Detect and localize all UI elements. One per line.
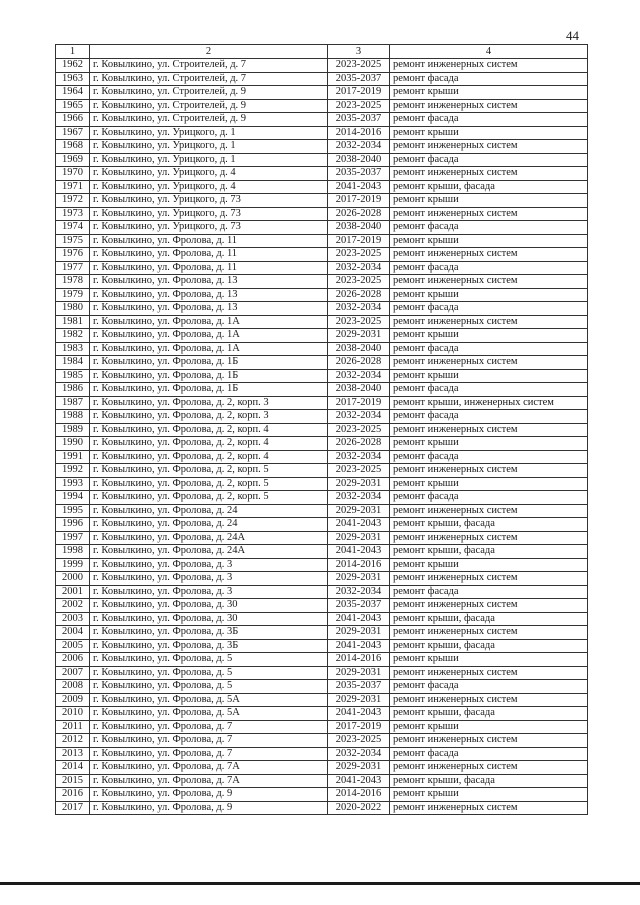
row-number-cell: 1976 <box>56 248 90 262</box>
address-cell: г. Ковылкино, ул. Фролова, д. 7 <box>90 734 328 748</box>
address-cell: г. Ковылкино, ул. Фролова, д. 9 <box>90 788 328 802</box>
work-type-cell: ремонт фасада <box>390 585 588 599</box>
table-row <box>56 734 588 748</box>
work-type-cell: ремонт инженерных систем <box>390 356 588 370</box>
table-row <box>56 572 588 586</box>
row-number-cell: 1985 <box>56 369 90 383</box>
row-number-cell: 1966 <box>56 113 90 127</box>
row-number-cell: 2005 <box>56 639 90 653</box>
work-type-cell: ремонт инженерных систем <box>390 599 588 613</box>
address-cell: г. Ковылкино, ул. Фролова, д. 2, корп. 4 <box>90 450 328 464</box>
work-type-cell: ремонт крыши, инженерных систем <box>390 396 588 410</box>
work-type-cell: ремонт инженерных систем <box>390 315 588 329</box>
row-number-cell: 1962 <box>56 59 90 73</box>
row-number-cell: 1963 <box>56 72 90 86</box>
address-cell: г. Ковылкино, ул. Фролова, д. 3 <box>90 572 328 586</box>
row-number-cell: 1991 <box>56 450 90 464</box>
table-row <box>56 626 588 640</box>
table-row <box>56 342 588 356</box>
period-cell: 2023-2025 <box>328 99 390 113</box>
table-row <box>56 545 588 559</box>
address-cell: г. Ковылкино, ул. Фролова, д. 5 <box>90 666 328 680</box>
work-type-cell: ремонт фасада <box>390 302 588 316</box>
period-cell: 2023-2025 <box>328 734 390 748</box>
work-type-cell: ремонт крыши <box>390 126 588 140</box>
row-number-cell: 1988 <box>56 410 90 424</box>
table-row <box>56 653 588 667</box>
period-cell: 2035-2037 <box>328 167 390 181</box>
table-row <box>56 518 588 532</box>
work-type-cell: ремонт фасада <box>390 342 588 356</box>
row-number-cell: 1967 <box>56 126 90 140</box>
address-cell: г. Ковылкино, ул. Урицкого, д. 1 <box>90 153 328 167</box>
table-row <box>56 774 588 788</box>
work-type-cell: ремонт фасада <box>390 680 588 694</box>
period-cell: 2014-2016 <box>328 126 390 140</box>
address-cell: г. Ковылкино, ул. Фролова, д. 1Б <box>90 383 328 397</box>
address-cell: г. Ковылкино, ул. Фролова, д. 1А <box>90 329 328 343</box>
work-type-cell: ремонт крыши <box>390 329 588 343</box>
address-cell: г. Ковылкино, ул. Фролова, д. 24А <box>90 531 328 545</box>
period-cell: 2035-2037 <box>328 680 390 694</box>
address-cell: г. Ковылкино, ул. Фролова, д. 3Б <box>90 639 328 653</box>
table-row <box>56 761 588 775</box>
table-row <box>56 491 588 505</box>
table-row <box>56 153 588 167</box>
work-type-cell: ремонт инженерных систем <box>390 666 588 680</box>
period-cell: 2041-2043 <box>328 180 390 194</box>
table-row <box>56 707 588 721</box>
row-number-cell: 1992 <box>56 464 90 478</box>
row-number-cell: 2007 <box>56 666 90 680</box>
row-number-cell: 1982 <box>56 329 90 343</box>
row-number-cell: 1975 <box>56 234 90 248</box>
address-cell: г. Ковылкино, ул. Строителей, д. 7 <box>90 59 328 73</box>
address-cell: г. Ковылкино, ул. Урицкого, д. 4 <box>90 167 328 181</box>
work-type-cell: ремонт крыши, фасада <box>390 774 588 788</box>
period-cell: 2032-2034 <box>328 410 390 424</box>
period-cell: 2029-2031 <box>328 572 390 586</box>
row-number-cell: 1981 <box>56 315 90 329</box>
period-cell: 2023-2025 <box>328 59 390 73</box>
period-cell: 2041-2043 <box>328 612 390 626</box>
period-cell: 2029-2031 <box>328 693 390 707</box>
table-row <box>56 369 588 383</box>
table-row <box>56 464 588 478</box>
table-row <box>56 410 588 424</box>
address-cell: г. Ковылкино, ул. Фролова, д. 24 <box>90 504 328 518</box>
period-cell: 2038-2040 <box>328 342 390 356</box>
address-cell: г. Ковылкино, ул. Фролова, д. 2, корп. 5 <box>90 491 328 505</box>
page-number: 44 <box>566 28 579 43</box>
address-cell: г. Ковылкино, ул. Фролова, д. 11 <box>90 248 328 262</box>
period-cell: 2041-2043 <box>328 774 390 788</box>
row-number-cell: 2010 <box>56 707 90 721</box>
scan-edge-line <box>0 882 640 885</box>
row-number-cell: 1998 <box>56 545 90 559</box>
address-cell: г. Ковылкино, ул. Фролова, д. 11 <box>90 261 328 275</box>
address-cell: г. Ковылкино, ул. Фролова, д. 1А <box>90 315 328 329</box>
period-cell: 2026-2028 <box>328 356 390 370</box>
table-row <box>56 693 588 707</box>
column-header: 3 <box>328 45 390 59</box>
address-cell: г. Ковылкино, ул. Строителей, д. 9 <box>90 113 328 127</box>
address-cell: г. Ковылкино, ул. Урицкого, д. 1 <box>90 140 328 154</box>
period-cell: 2032-2034 <box>328 491 390 505</box>
address-cell: г. Ковылкино, ул. Фролова, д. 7 <box>90 720 328 734</box>
table-row <box>56 248 588 262</box>
row-number-cell: 1971 <box>56 180 90 194</box>
address-cell: г. Ковылкино, ул. Фролова, д. 13 <box>90 275 328 289</box>
work-type-cell: ремонт инженерных систем <box>390 464 588 478</box>
work-type-cell: ремонт фасада <box>390 72 588 86</box>
row-number-cell: 2009 <box>56 693 90 707</box>
period-cell: 2017-2019 <box>328 194 390 208</box>
work-type-cell: ремонт инженерных систем <box>390 275 588 289</box>
work-type-cell: ремонт крыши <box>390 653 588 667</box>
table-row <box>56 356 588 370</box>
work-type-cell: ремонт фасада <box>390 113 588 127</box>
table-row <box>56 194 588 208</box>
table-row <box>56 167 588 181</box>
work-type-cell: ремонт фасада <box>390 747 588 761</box>
table-row <box>56 599 588 613</box>
period-cell: 2032-2034 <box>328 585 390 599</box>
work-type-cell: ремонт крыши, фасада <box>390 639 588 653</box>
work-type-cell: ремонт крыши <box>390 720 588 734</box>
work-type-cell: ремонт фасада <box>390 491 588 505</box>
row-number-cell: 2016 <box>56 788 90 802</box>
period-cell: 2023-2025 <box>328 423 390 437</box>
period-cell: 2029-2031 <box>328 531 390 545</box>
address-cell: г. Ковылкино, ул. Фролова, д. 2, корп. 4 <box>90 437 328 451</box>
address-cell: г. Ковылкино, ул. Фролова, д. 3Б <box>90 626 328 640</box>
table-row <box>56 207 588 221</box>
address-cell: г. Ковылкино, ул. Фролова, д. 2, корп. 5 <box>90 464 328 478</box>
row-number-cell: 2006 <box>56 653 90 667</box>
period-cell: 2032-2034 <box>328 302 390 316</box>
row-number-cell: 1995 <box>56 504 90 518</box>
table-row <box>56 680 588 694</box>
work-type-cell: ремонт крыши <box>390 86 588 100</box>
row-number-cell: 1970 <box>56 167 90 181</box>
period-cell: 2032-2034 <box>328 747 390 761</box>
period-cell: 2023-2025 <box>328 464 390 478</box>
table-row <box>56 59 588 73</box>
period-cell: 2041-2043 <box>328 707 390 721</box>
period-cell: 2038-2040 <box>328 383 390 397</box>
address-cell: г. Ковылкино, ул. Фролова, д. 7А <box>90 774 328 788</box>
row-number-cell: 2015 <box>56 774 90 788</box>
column-header: 2 <box>90 45 328 59</box>
address-cell: г. Ковылкино, ул. Фролова, д. 2, корп. 5 <box>90 477 328 491</box>
table-row <box>56 140 588 154</box>
work-type-cell: ремонт крыши <box>390 194 588 208</box>
work-type-cell: ремонт крыши <box>390 288 588 302</box>
table-row <box>56 329 588 343</box>
address-cell: г. Ковылкино, ул. Фролова, д. 30 <box>90 612 328 626</box>
table-row <box>56 126 588 140</box>
period-cell: 2014-2016 <box>328 788 390 802</box>
row-number-cell: 1969 <box>56 153 90 167</box>
work-type-cell: ремонт крыши <box>390 234 588 248</box>
period-cell: 2038-2040 <box>328 221 390 235</box>
period-cell: 2032-2034 <box>328 140 390 154</box>
row-number-cell: 1974 <box>56 221 90 235</box>
work-type-cell: ремонт инженерных систем <box>390 693 588 707</box>
row-number-cell: 1999 <box>56 558 90 572</box>
work-type-cell: ремонт инженерных систем <box>390 140 588 154</box>
address-cell: г. Ковылкино, ул. Фролова, д. 5А <box>90 693 328 707</box>
table-row <box>56 261 588 275</box>
row-number-cell: 1972 <box>56 194 90 208</box>
table-row <box>56 221 588 235</box>
period-cell: 2023-2025 <box>328 315 390 329</box>
work-type-cell: ремонт инженерных систем <box>390 531 588 545</box>
period-cell: 2023-2025 <box>328 275 390 289</box>
work-type-cell: ремонт фасада <box>390 450 588 464</box>
table-row <box>56 477 588 491</box>
address-cell: г. Ковылкино, ул. Фролова, д. 30 <box>90 599 328 613</box>
table-row <box>56 180 588 194</box>
table-row <box>56 639 588 653</box>
table-row <box>56 423 588 437</box>
table-row <box>56 113 588 127</box>
address-cell: г. Ковылкино, ул. Фролова, д. 1А <box>90 342 328 356</box>
table-row <box>56 801 588 815</box>
work-type-cell: ремонт инженерных систем <box>390 761 588 775</box>
table-row <box>56 72 588 86</box>
period-cell: 2032-2034 <box>328 450 390 464</box>
table-row <box>56 288 588 302</box>
address-cell: г. Ковылкино, ул. Фролова, д. 7А <box>90 761 328 775</box>
row-number-cell: 1996 <box>56 518 90 532</box>
address-cell: г. Ковылкино, ул. Фролова, д. 2, корп. 3 <box>90 396 328 410</box>
work-type-cell: ремонт крыши, фасада <box>390 612 588 626</box>
address-cell: г. Ковылкино, ул. Фролова, д. 2, корп. 3 <box>90 410 328 424</box>
row-number-cell: 1994 <box>56 491 90 505</box>
row-number-cell: 1989 <box>56 423 90 437</box>
repair-schedule-table <box>55 44 588 815</box>
table-row <box>56 504 588 518</box>
table-row <box>56 720 588 734</box>
period-cell: 2023-2025 <box>328 248 390 262</box>
period-cell: 2029-2031 <box>328 626 390 640</box>
row-number-cell: 2000 <box>56 572 90 586</box>
address-cell: г. Ковылкино, ул. Фролова, д. 3 <box>90 585 328 599</box>
address-cell: г. Ковылкино, ул. Фролова, д. 5 <box>90 680 328 694</box>
work-type-cell: ремонт инженерных систем <box>390 801 588 815</box>
work-type-cell: ремонт инженерных систем <box>390 504 588 518</box>
period-cell: 2017-2019 <box>328 86 390 100</box>
period-cell: 2035-2037 <box>328 113 390 127</box>
work-type-cell: ремонт фасада <box>390 261 588 275</box>
table-row <box>56 99 588 113</box>
table-row <box>56 531 588 545</box>
table-row <box>56 788 588 802</box>
row-number-cell: 1983 <box>56 342 90 356</box>
table-row <box>56 666 588 680</box>
period-cell: 2029-2031 <box>328 477 390 491</box>
table-row <box>56 86 588 100</box>
period-cell: 2017-2019 <box>328 720 390 734</box>
work-type-cell: ремонт инженерных систем <box>390 167 588 181</box>
table-row <box>56 275 588 289</box>
row-number-cell: 2013 <box>56 747 90 761</box>
period-cell: 2038-2040 <box>328 153 390 167</box>
work-type-cell: ремонт фасада <box>390 383 588 397</box>
work-type-cell: ремонт инженерных систем <box>390 99 588 113</box>
row-number-cell: 1987 <box>56 396 90 410</box>
row-number-cell: 1997 <box>56 531 90 545</box>
period-cell: 2017-2019 <box>328 234 390 248</box>
address-cell: г. Ковылкино, ул. Урицкого, д. 4 <box>90 180 328 194</box>
row-number-cell: 2003 <box>56 612 90 626</box>
row-number-cell: 1993 <box>56 477 90 491</box>
row-number-cell: 1973 <box>56 207 90 221</box>
address-cell: г. Ковылкино, ул. Фролова, д. 2, корп. 4 <box>90 423 328 437</box>
row-number-cell: 1980 <box>56 302 90 316</box>
table-row <box>56 396 588 410</box>
address-cell: г. Ковылкино, ул. Строителей, д. 7 <box>90 72 328 86</box>
row-number-cell: 1978 <box>56 275 90 289</box>
period-cell: 2029-2031 <box>328 666 390 680</box>
table-row <box>56 585 588 599</box>
row-number-cell: 1984 <box>56 356 90 370</box>
table-row <box>56 315 588 329</box>
address-cell: г. Ковылкино, ул. Строителей, д. 9 <box>90 99 328 113</box>
period-cell: 2035-2037 <box>328 599 390 613</box>
period-cell: 2041-2043 <box>328 518 390 532</box>
address-cell: г. Ковылкино, ул. Фролова, д. 24 <box>90 518 328 532</box>
period-cell: 2032-2034 <box>328 369 390 383</box>
row-number-cell: 1990 <box>56 437 90 451</box>
table-row <box>56 302 588 316</box>
address-cell: г. Ковылкино, ул. Фролова, д. 24А <box>90 545 328 559</box>
work-type-cell: ремонт инженерных систем <box>390 734 588 748</box>
row-number-cell: 2004 <box>56 626 90 640</box>
address-cell: г. Ковылкино, ул. Фролова, д. 7 <box>90 747 328 761</box>
work-type-cell: ремонт инженерных систем <box>390 59 588 73</box>
period-cell: 2017-2019 <box>328 396 390 410</box>
period-cell: 2026-2028 <box>328 437 390 451</box>
address-cell: г. Ковылкино, ул. Фролова, д. 11 <box>90 234 328 248</box>
work-type-cell: ремонт инженерных систем <box>390 572 588 586</box>
work-type-cell: ремонт фасада <box>390 153 588 167</box>
period-cell: 2041-2043 <box>328 639 390 653</box>
row-number-cell: 2012 <box>56 734 90 748</box>
period-cell: 2020-2022 <box>328 801 390 815</box>
row-number-cell: 1968 <box>56 140 90 154</box>
work-type-cell: ремонт фасада <box>390 221 588 235</box>
table-row <box>56 612 588 626</box>
period-cell: 2014-2016 <box>328 558 390 572</box>
period-cell: 2029-2031 <box>328 761 390 775</box>
address-cell: г. Ковылкино, ул. Фролова, д. 5А <box>90 707 328 721</box>
address-cell: г. Ковылкино, ул. Урицкого, д. 73 <box>90 194 328 208</box>
work-type-cell: ремонт крыши, фасада <box>390 707 588 721</box>
address-cell: г. Ковылкино, ул. Строителей, д. 9 <box>90 86 328 100</box>
address-cell: г. Ковылкино, ул. Фролова, д. 13 <box>90 302 328 316</box>
work-type-cell: ремонт крыши <box>390 558 588 572</box>
table-row <box>56 450 588 464</box>
table-row <box>56 234 588 248</box>
work-type-cell: ремонт крыши <box>390 369 588 383</box>
period-cell: 2029-2031 <box>328 329 390 343</box>
row-number-cell: 2014 <box>56 761 90 775</box>
period-cell: 2029-2031 <box>328 504 390 518</box>
address-cell: г. Ковылкино, ул. Урицкого, д. 73 <box>90 207 328 221</box>
work-type-cell: ремонт фасада <box>390 410 588 424</box>
row-number-cell: 2008 <box>56 680 90 694</box>
row-number-cell: 2002 <box>56 599 90 613</box>
work-type-cell: ремонт крыши, фасада <box>390 518 588 532</box>
work-type-cell: ремонт инженерных систем <box>390 248 588 262</box>
address-cell: г. Ковылкино, ул. Урицкого, д. 73 <box>90 221 328 235</box>
row-number-cell: 1965 <box>56 99 90 113</box>
period-cell: 2032-2034 <box>328 261 390 275</box>
table-row <box>56 558 588 572</box>
row-number-cell: 2017 <box>56 801 90 815</box>
period-cell: 2026-2028 <box>328 207 390 221</box>
work-type-cell: ремонт инженерных систем <box>390 207 588 221</box>
row-number-cell: 1986 <box>56 383 90 397</box>
address-cell: г. Ковылкино, ул. Урицкого, д. 1 <box>90 126 328 140</box>
row-number-cell: 1979 <box>56 288 90 302</box>
table-row <box>56 383 588 397</box>
column-header: 1 <box>56 45 90 59</box>
period-cell: 2014-2016 <box>328 653 390 667</box>
work-type-cell: ремонт крыши, фасада <box>390 545 588 559</box>
work-type-cell: ремонт инженерных систем <box>390 626 588 640</box>
period-cell: 2041-2043 <box>328 545 390 559</box>
column-header: 4 <box>390 45 588 59</box>
work-type-cell: ремонт крыши, фасада <box>390 180 588 194</box>
address-cell: г. Ковылкино, ул. Фролова, д. 1Б <box>90 356 328 370</box>
column-number-row <box>56 45 588 59</box>
address-cell: г. Ковылкино, ул. Фролова, д. 5 <box>90 653 328 667</box>
row-number-cell: 1964 <box>56 86 90 100</box>
period-cell: 2026-2028 <box>328 288 390 302</box>
row-number-cell: 2001 <box>56 585 90 599</box>
row-number-cell: 2011 <box>56 720 90 734</box>
table-row <box>56 437 588 451</box>
work-type-cell: ремонт крыши <box>390 788 588 802</box>
address-cell: г. Ковылкино, ул. Фролова, д. 3 <box>90 558 328 572</box>
address-cell: г. Ковылкино, ул. Фролова, д. 1Б <box>90 369 328 383</box>
row-number-cell: 1977 <box>56 261 90 275</box>
address-cell: г. Ковылкино, ул. Фролова, д. 9 <box>90 801 328 815</box>
table-row <box>56 747 588 761</box>
period-cell: 2035-2037 <box>328 72 390 86</box>
address-cell: г. Ковылкино, ул. Фролова, д. 13 <box>90 288 328 302</box>
work-type-cell: ремонт инженерных систем <box>390 423 588 437</box>
table-body <box>56 59 588 815</box>
work-type-cell: ремонт крыши <box>390 477 588 491</box>
work-type-cell: ремонт крыши <box>390 437 588 451</box>
